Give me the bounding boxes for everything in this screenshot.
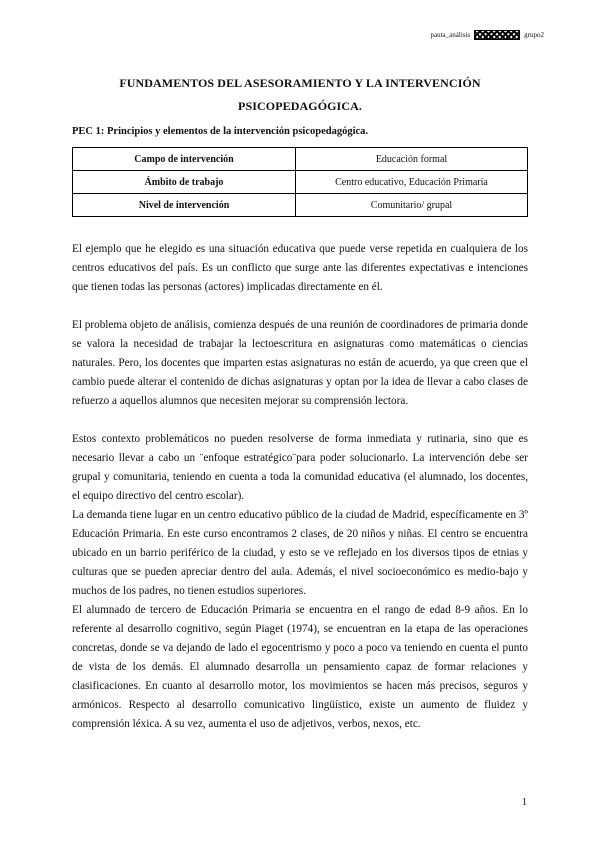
header-left-text: pauta_análisis bbox=[430, 31, 471, 39]
table-cell-value: Educación formal bbox=[296, 148, 528, 171]
table-row bbox=[73, 148, 528, 171]
body-text bbox=[72, 240, 528, 734]
page-number: 1 bbox=[522, 797, 527, 808]
table-row bbox=[73, 194, 528, 217]
paragraph: La demanda tiene lugar en un centro educativo público de la ciudad de Madrid, específicamente en 3º Educación Primaria. En este curso encontramos 2 clases, de 20 niños y niñas. El centro se encuentra ubicado en un barrio periférico de la ciudad, y esto se ve reflejado en los diversos tipos de etnias y culturas que se pueden apreciar dentro del aula. Además, el nivel socioeconómico es medio-bajo y muchos de los padres, no tienen estudios superiores. bbox=[72, 509, 528, 597]
title-line-1: FUNDAMENTOS DEL ASESORAMIENTO Y LA INTERVENCIÓN bbox=[119, 76, 481, 90]
paragraph: El alumnado de tercero de Educación Primaria se encuentra en el rango de edad 8-9 años. En lo referente al desarrollo cognitivo, según Piaget (1974), se encuentran en la etapa de las operaciones concretas, donde se va dejando de lado el egocentrismo y poco a poco va teniendo en cuenta el punto de vista de los demás. El alumnado desarrolla un pensamiento capaz de formar relaciones y clasificaciones. En cuanto al desarrollo motor, los movimientos se hacen más precisos, seguros y armónicos. Respecto al desarrollo comunicativo lingüístico, existe un aumento de fluidez y comprensión léxica. A su vez, aumenta el uso de adjetivos, verbos, nexos, etc. bbox=[72, 604, 528, 730]
header-right-text: grupo2 bbox=[524, 31, 544, 39]
table-cell-label: Campo de intervención bbox=[73, 148, 296, 171]
title-line-2: PSICOPEDAGÓGICA. bbox=[238, 99, 362, 113]
table-cell-value: Centro educativo, Educación Primaria bbox=[296, 171, 528, 194]
redacted-block bbox=[474, 30, 520, 40]
intervention-table bbox=[72, 147, 528, 217]
table-cell-label: Ámbito de trabajo bbox=[73, 171, 296, 194]
table-cell-value: Comunitario/ grupal bbox=[296, 194, 528, 217]
page-header bbox=[431, 30, 545, 40]
paragraph: El ejemplo que he elegido es una situación educativa que puede verse repetida en cualquiera de los centros educativos del país. Es un conflicto que surge ante las diferentes expectativas e intenciones que tienen todas las personas (actores) implicadas directamente en él. bbox=[72, 243, 528, 293]
paragraph: El problema objeto de análisis, comienza después de una reunión de coordinadores de primaria donde se valora la necesidad de trabajar la lectoescritura en asignaturas como matemáticas o ciencias naturales. Pero, los docentes que imparten estas asignaturas no están de acuerdo, ya que creen que el cambio puede alterar el contenido de dichas asignaturas y optan por la idea de llevar a cabo clases de refuerzo a aquellos alumnos que necesiten mejorar su comprensión lectora. bbox=[72, 319, 528, 407]
section-subheading: PEC 1: Principios y elementos de la intervención psicopedagógica. bbox=[72, 126, 369, 137]
paragraph: Estos contexto problemáticos no pueden resolverse de forma inmediata y rutinaria, sino que es necesario llevar a cabo un ¨enfoque estratégico¨para poder solucionarlo. La intervención debe ser grupal y comunitaria, teniendo en cuenta a toda la comunidad educativa (el alumnado, los docentes, el equipo directivo del centro escolar). bbox=[72, 433, 528, 502]
table-row bbox=[73, 171, 528, 194]
table-cell-label: Nivel de intervención bbox=[73, 194, 296, 217]
document-title bbox=[74, 72, 526, 118]
